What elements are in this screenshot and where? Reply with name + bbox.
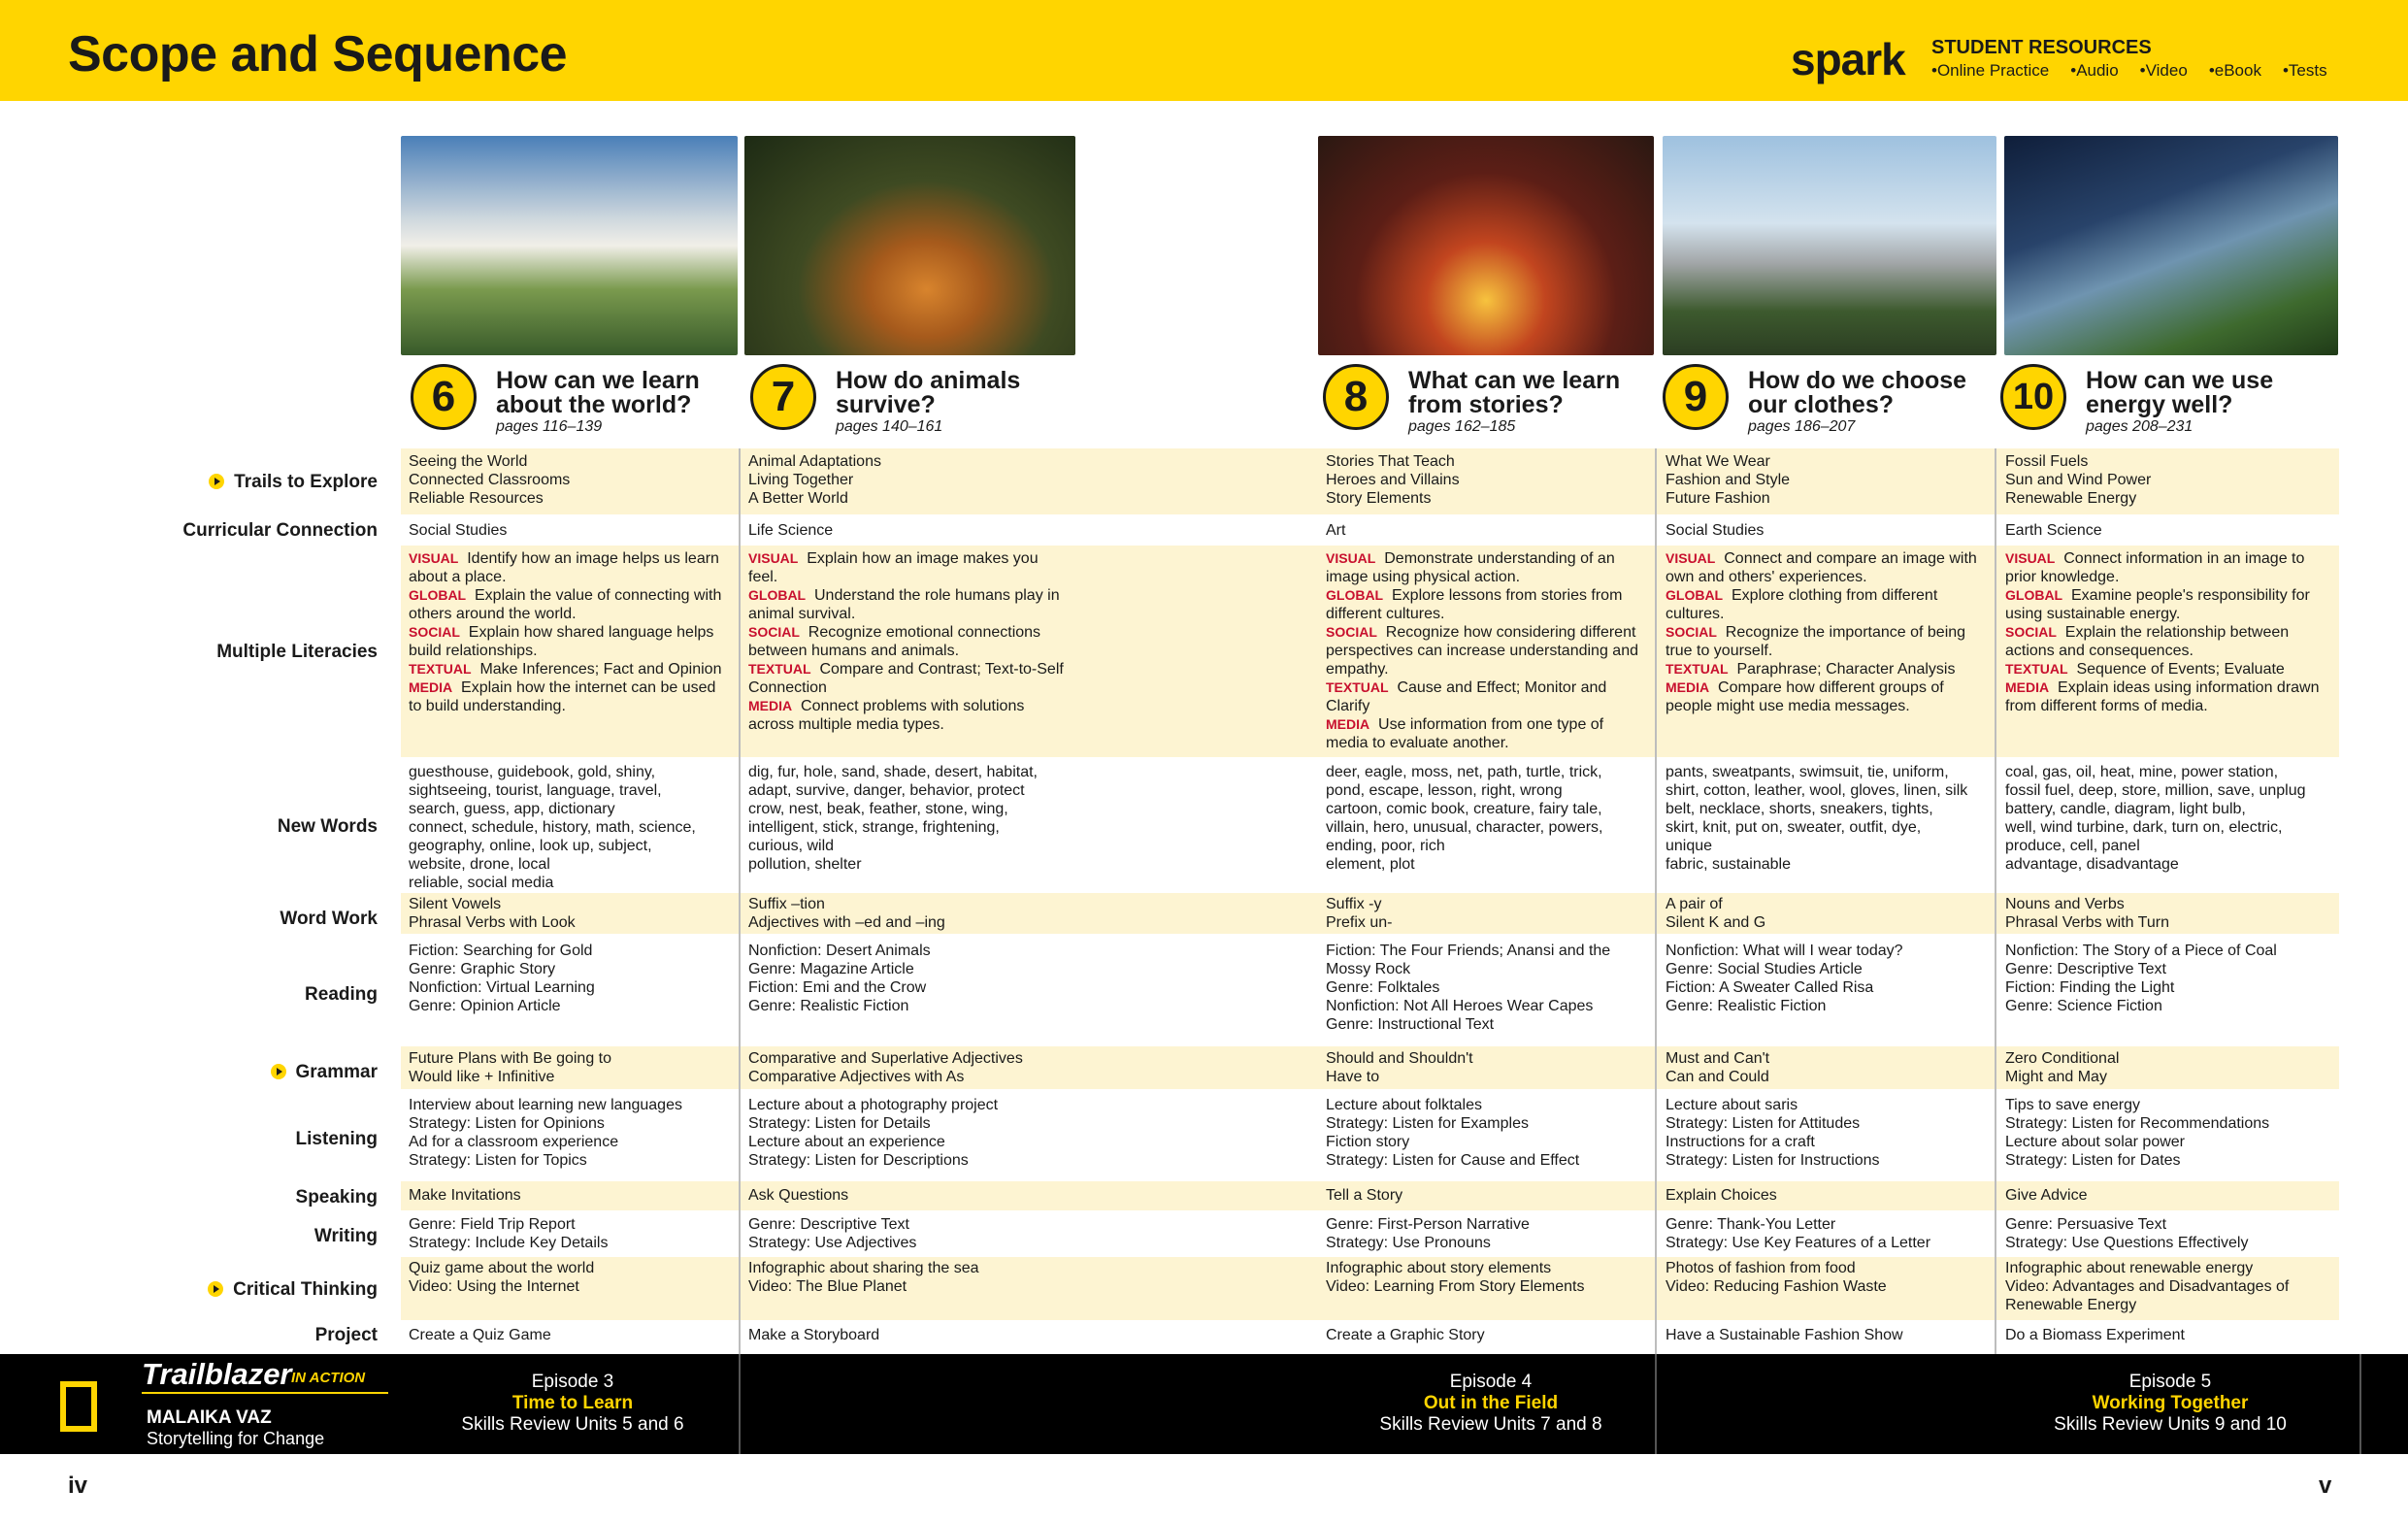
trails-cell: Seeing the World Connected Classrooms Reliable Resources <box>409 453 571 507</box>
trails-cell: Fossil Fuels Sun and Wind Power Renewable Energy <box>2005 453 2152 507</box>
column-divider <box>1995 448 1996 1354</box>
unit-number-badge: 10 <box>2000 364 2066 430</box>
listening-cell: Lecture about folktales Strategy: Listen for Examples Fiction story Strategy: Listen for Cause and Effect <box>1326 1097 1580 1169</box>
resource-video[interactable]: • Video <box>2140 61 2188 81</box>
literacies-cell: VISUAL Explain how an image makes you feel. GLOBAL Understand the role humans play in animal survival. SOCIAL Recognize emotional connections between humans and animals. TEXTUAL Compare and Contrast; Text-to-Self Connection MEDIA Connect problems with solutions across multiple media types. <box>748 550 1064 733</box>
reading-cell: Nonfiction: The Story of a Piece of Coal Genre: Descriptive Text Fiction: Finding the Light Genre: Science Fiction <box>2005 943 2277 1014</box>
footer-divider <box>2359 1354 2361 1454</box>
unit-7-photo <box>744 136 1075 355</box>
literacies-cell: VISUAL Demonstrate understanding of an image using physical action. GLOBAL Explore lessons from stories from different cultures. SOCIAL Recognize how considering different perspectives can increase understanding and empathy. TEXTUAL Cause and Effect; Monitor and Clarify MEDIA Use information from one type of media to evaluate another. <box>1326 550 1638 751</box>
writing-cell: Genre: Persuasive Text Strategy: Use Questions Effectively <box>2005 1216 2249 1251</box>
reading-cell: Nonfiction: Desert Animals Genre: Magazine Article Fiction: Emi and the Crow Genre: Realistic Fiction <box>748 943 931 1014</box>
brand-logo: spark <box>1791 34 1905 84</box>
yellow-border-logo-icon <box>60 1381 97 1432</box>
critical-thinking-cell: Infographic about story elements Video: Learning From Story Elements <box>1326 1260 1585 1295</box>
writing-cell: Genre: First-Person Narrative Strategy: Use Pronouns <box>1326 1216 1530 1251</box>
column-divider <box>739 448 741 1354</box>
episode-5[interactable]: Episode 5 Working Together Skills Review Units 9 and 10 <box>2054 1372 2287 1435</box>
unit-number-badge: 9 <box>1663 364 1729 430</box>
writing-cell: Genre: Field Trip Report Strategy: Include Key Details <box>409 1216 609 1251</box>
new-words-cell: coal, gas, oil, heat, mine, power station, fossil fuel, deep, store, million, save, unplug battery, candle, diagram, light bulb, well, wind turbine, dark, turn on, electric, produce, cell, panel advantage, disadvantage <box>2005 764 2306 873</box>
trailblazer-name: MALAIKA VAZ <box>147 1407 272 1428</box>
new-words-cell: guesthouse, guidebook, gold, shiny, sightseeing, tourist, language, travel, search, guess, app, dictionary connect, schedule, history, math, science, geography, online, look up, subject, website, drone, local reliable, social media <box>409 764 696 891</box>
word-work-cell: A pair of Silent K and G <box>1666 896 1766 931</box>
curricular-cell: Life Science <box>748 522 834 539</box>
new-words-cell: dig, fur, hole, sand, shade, desert, habitat, adapt, survive, danger, behavior, protect crow, nest, beak, feather, stone, wing, intelligent, stick, strange, frightening, curious, wild pollution, shelter <box>748 764 1038 873</box>
reading-cell: Fiction: The Four Friends; Anansi and the Mossy Rock Genre: Folktales Nonfiction: Not All Heroes Wear Capes Genre: Instructional Text <box>1326 943 1611 1033</box>
unit-pages: pages 208–231 <box>2086 418 2194 435</box>
label-new-words: New Words <box>277 816 378 837</box>
grammar-cell: Must and Can't Can and Could <box>1666 1050 1770 1085</box>
unit-number-badge: 7 <box>750 364 816 430</box>
speaking-cell: Make Invitations <box>409 1187 521 1204</box>
footer-divider <box>1655 1354 1657 1454</box>
episode-3[interactable]: Episode 3 Time to Learn Skills Review Units 5 and 6 <box>461 1372 684 1435</box>
unit-question: How can we use energy well? <box>2086 367 2274 418</box>
trails-cell: Animal Adaptations Living Together A Better World <box>748 453 881 507</box>
listening-cell: Tips to save energy Strategy: Listen for Recommendations Lecture about solar power Strategy: Listen for Dates <box>2005 1097 2270 1169</box>
unit-question: How do we choose our clothes? <box>1748 367 1967 418</box>
project-cell: Have a Sustainable Fashion Show <box>1666 1327 1903 1343</box>
grammar-cell: Should and Shouldn't Have to <box>1326 1050 1473 1085</box>
listening-cell: Lecture about saris Strategy: Listen for Attitudes Instructions for a craft Strategy: Listen for Instructions <box>1666 1097 1880 1169</box>
listening-cell: Lecture about a photography project Strategy: Listen for Details Lecture about an experience Strategy: Listen for Descriptions <box>748 1097 999 1169</box>
unit-pages: pages 162–185 <box>1408 418 1516 435</box>
listening-cell: Interview about learning new languages Strategy: Listen for Opinions Ad for a classroom experience Strategy: Listen for Topics <box>409 1097 682 1169</box>
trailblazer-title: Trailblazer <box>142 1357 292 1391</box>
label-project: Project <box>314 1325 378 1345</box>
literacies-cell: VISUAL Identify how an image helps us learn about a place. GLOBAL Explain the value of connecting with others around the world. SOCIAL Explain how shared language helps build relationships. TEXTUAL Make Inferences; Fact and Opinion MEDIA Explain how the internet can be used to build understanding. <box>409 550 722 714</box>
unit-number-badge: 8 <box>1323 364 1389 430</box>
writing-cell: Genre: Descriptive Text Strategy: Use Adjectives <box>748 1216 917 1251</box>
critical-thinking-cell: Infographic about sharing the sea Video: The Blue Planet <box>748 1260 979 1295</box>
unit-6-photo <box>401 136 738 355</box>
trailblazer-underline <box>142 1392 388 1394</box>
grammar-cell: Zero Conditional Might and May <box>2005 1050 2120 1085</box>
resource-ebook[interactable]: • eBook <box>2209 61 2261 81</box>
play-icon[interactable] <box>209 474 224 489</box>
label-multiple-literacies: Multiple Literacies <box>216 642 378 662</box>
speaking-cell: Tell a Story <box>1326 1187 1403 1204</box>
in-action-label: IN ACTION <box>291 1370 366 1386</box>
unit-10-photo <box>2004 136 2338 355</box>
trails-cell: What We Wear Fashion and Style Future Fashion <box>1666 453 1791 507</box>
project-cell: Create a Quiz Game <box>409 1327 551 1343</box>
new-words-cell: deer, eagle, moss, net, path, turtle, trick, pond, escape, lesson, right, wrong cartoon, comic book, creature, fairy tale, villain, hero, unusual, character, powers, ending, poor, rich element, plot <box>1326 764 1603 873</box>
speaking-cell: Explain Choices <box>1666 1187 1777 1204</box>
literacies-cell: VISUAL Connect information in an image to prior knowledge. GLOBAL Examine people's responsibility for using sustainable energy. SOCIAL Explain the relationship between actions and consequences. TEXTUAL Sequence of Events; Evaluate MEDIA Explain ideas using information drawn from different forms of media. <box>2005 550 2320 714</box>
unit-9-photo <box>1663 136 1996 355</box>
page-title: Scope and Sequence <box>68 26 568 83</box>
grammar-cell: Future Plans with Be going to Would like + Infinitive <box>409 1050 612 1085</box>
curricular-cell: Earth Science <box>2005 522 2102 539</box>
new-words-cell: pants, sweatpants, swimsuit, tie, uniform, shirt, cotton, leather, wool, gloves, linen, silk belt, necklace, shorts, sneakers, tights, skirt, knit, put on, sweater, outfit, dye, unique fabric, sustainable <box>1666 764 1968 873</box>
label-speaking: Speaking <box>295 1187 378 1208</box>
curricular-cell: Social Studies <box>409 522 508 539</box>
episode-4[interactable]: Episode 4 Out in the Field Skills Review Units 7 and 8 <box>1379 1372 1602 1435</box>
project-cell: Make a Storyboard <box>748 1327 880 1343</box>
student-resources-list <box>1931 61 2327 81</box>
play-icon[interactable] <box>271 1064 286 1079</box>
play-icon[interactable] <box>208 1281 223 1297</box>
unit-question: How do animals survive? <box>836 367 1021 418</box>
resource-tests[interactable]: • Tests <box>2283 61 2327 81</box>
label-curricular-connection: Curricular Connection <box>182 520 378 541</box>
unit-pages: pages 186–207 <box>1748 418 1856 435</box>
writing-cell: Genre: Thank-You Letter Strategy: Use Key Features of a Letter <box>1666 1216 1931 1251</box>
unit-8-photo <box>1318 136 1654 355</box>
word-work-cell: Suffix -y Prefix un- <box>1326 896 1393 931</box>
unit-question: What can we learn from stories? <box>1408 367 1621 418</box>
speaking-cell: Ask Questions <box>748 1187 849 1204</box>
project-cell: Create a Graphic Story <box>1326 1327 1485 1343</box>
resource-online-practice[interactable]: • Online Practice <box>1931 61 2049 81</box>
speaking-cell: Give Advice <box>2005 1187 2088 1204</box>
reading-cell: Fiction: Searching for Gold Genre: Graphic Story Nonfiction: Virtual Learning Genre: Opinion Article <box>409 943 595 1014</box>
project-cell: Do a Biomass Experiment <box>2005 1327 2185 1343</box>
unit-number-badge: 6 <box>411 364 477 430</box>
resource-audio[interactable]: • Audio <box>2070 61 2118 81</box>
word-work-cell: Suffix –tion Adjectives with –ed and –ing <box>748 896 945 931</box>
label-reading: Reading <box>305 984 378 1005</box>
curricular-cell: Social Studies <box>1666 522 1765 539</box>
critical-thinking-cell: Quiz game about the world Video: Using the Internet <box>409 1260 595 1295</box>
unit-pages: pages 116–139 <box>496 418 603 435</box>
unit-question: How can we learn about the world? <box>496 367 700 418</box>
page-number-right: v <box>2319 1472 2332 1499</box>
student-resources-title: STUDENT RESOURCES <box>1931 37 2152 58</box>
footer-divider <box>739 1354 741 1454</box>
label-writing: Writing <box>313 1226 378 1246</box>
literacies-cell: VISUAL Connect and compare an image with own and others' experiences. GLOBAL Explore clothing from different cultures. SOCIAL Recognize the importance of being true to yourself. TEXTUAL Paraphrase; Character Analysis MEDIA Compare how different groups of people might use media messages. <box>1666 550 1977 714</box>
trailblazer-subtitle: Storytelling for Change <box>147 1429 325 1448</box>
trails-cell: Stories That Teach Heroes and Villains Story Elements <box>1326 453 1460 507</box>
curricular-cell: Art <box>1326 522 1346 539</box>
critical-thinking-cell: Photos of fashion from food Video: Reducing Fashion Waste <box>1666 1260 1887 1295</box>
label-grammar[interactable]: Grammar <box>271 1062 379 1083</box>
grammar-cell: Comparative and Superlative Adjectives Comparative Adjectives with As <box>748 1050 1023 1085</box>
critical-thinking-cell: Infographic about renewable energy Video: Advantages and Disadvantages of Renewable Energy <box>2005 1260 2290 1313</box>
unit-pages: pages 140–161 <box>836 418 943 435</box>
label-listening: Listening <box>295 1129 378 1149</box>
label-word-work: Word Work <box>280 909 378 929</box>
word-work-cell: Silent Vowels Phrasal Verbs with Look <box>409 896 576 931</box>
label-trails-to-explore[interactable]: Trails to Explore <box>209 472 378 493</box>
column-divider <box>1655 448 1657 1354</box>
reading-cell: Nonfiction: What will I wear today? Genre: Social Studies Article Fiction: A Sweater Called Risa Genre: Realistic Fiction <box>1666 943 1903 1014</box>
label-critical-thinking[interactable]: Critical Thinking <box>208 1279 378 1301</box>
page-number-left: iv <box>68 1472 88 1499</box>
word-work-cell: Nouns and Verbs Phrasal Verbs with Turn <box>2005 896 2169 931</box>
